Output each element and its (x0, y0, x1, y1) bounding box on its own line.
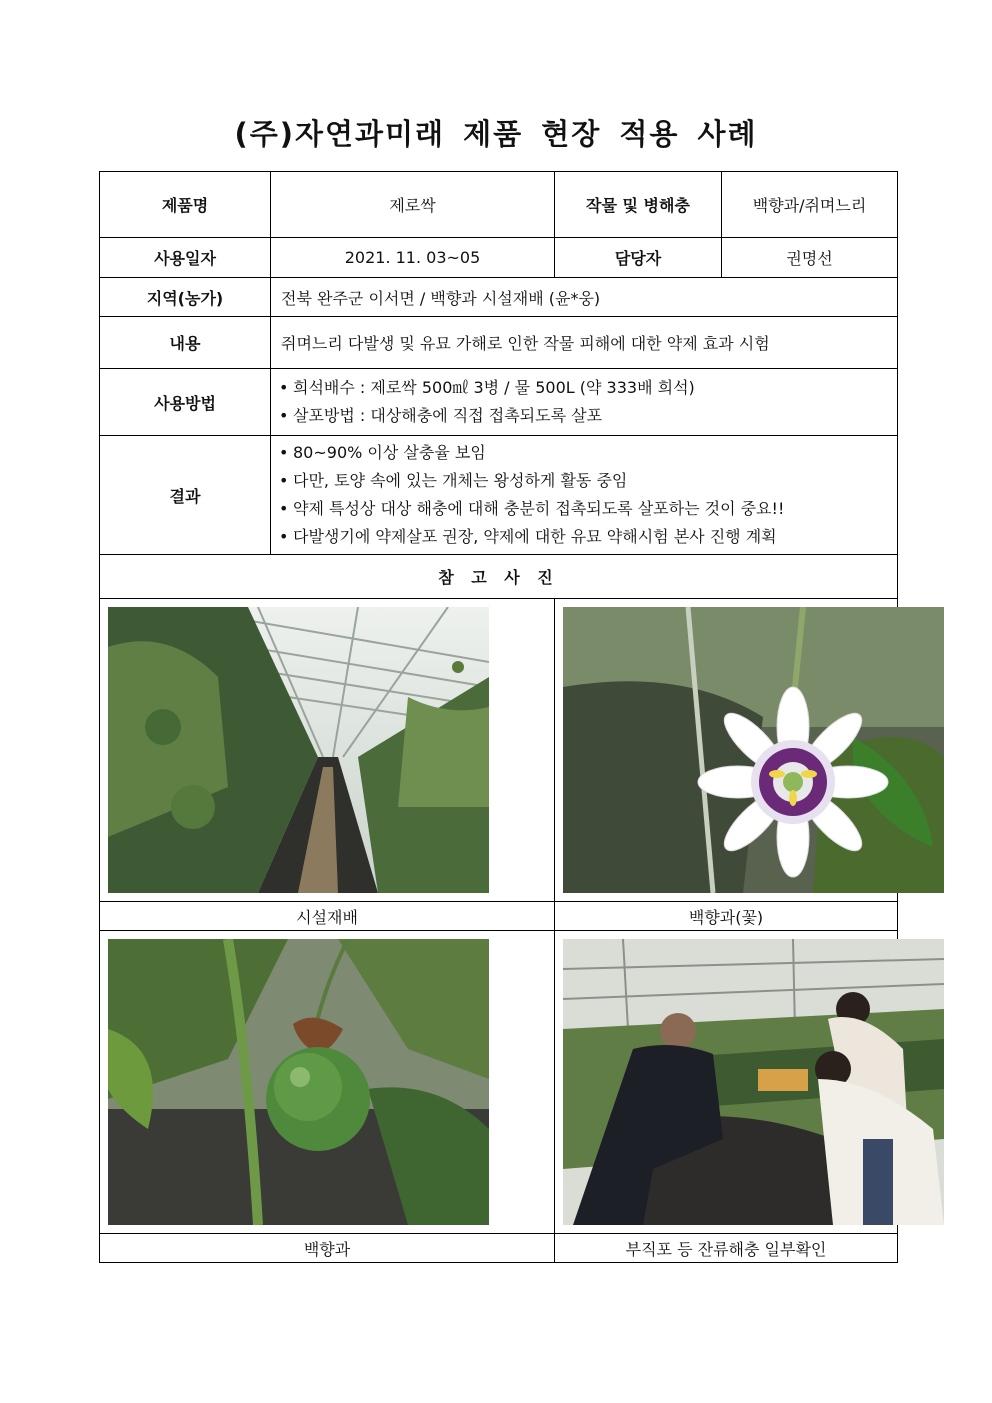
content-value: 쥐며느리 다발생 및 유묘 가해로 인한 작물 피해에 대한 약제 효과 시험 (271, 317, 898, 369)
page-title: (주)자연과미래 제품 현장 적용 사례 (234, 117, 758, 151)
fruit-photo-icon (108, 939, 489, 1225)
manager-value: 권명선 (722, 238, 898, 278)
reference-header: 참 고 사 진 (100, 555, 898, 599)
report-table (99, 171, 898, 1263)
result-item: • 다발생기에 약제살포 권장, 약제에 대한 유묘 약해시험 본사 진행 계획 (279, 523, 897, 551)
greenhouse-photo-icon (108, 607, 489, 893)
date-value: 2021. 11. 03~05 (271, 238, 555, 278)
product-label: 제품명 (100, 172, 271, 238)
photo-cell (555, 599, 898, 902)
result-item: • 다만, 토양 속에 있는 개체는 왕성하게 활동 중임 (279, 467, 897, 495)
manager-label: 담당자 (555, 238, 722, 278)
product-value: 제로싹 (271, 172, 555, 238)
method-item: • 살포방법 : 대상해충에 직접 접촉되도록 살포 (279, 402, 897, 430)
result-label: 결과 (100, 436, 271, 555)
method-label: 사용방법 (100, 369, 271, 436)
method-list (271, 369, 898, 436)
photo-caption: 백향과 (100, 1234, 555, 1263)
content-label: 내용 (100, 317, 271, 369)
method-item: • 희석배수 : 제로싹 500㎖ 3병 / 물 500L (약 333배 희석) (279, 374, 897, 402)
photo-caption: 부직포 등 잔류해충 일부확인 (555, 1234, 898, 1263)
photo-caption: 시설재배 (100, 902, 555, 931)
photo-cell (100, 599, 555, 902)
region-label: 지역(농가) (100, 278, 271, 317)
photo-cell (555, 931, 898, 1234)
crop-label: 작물 및 병해충 (555, 172, 722, 238)
inspection-photo-icon (563, 939, 944, 1225)
result-list (271, 436, 898, 555)
photo-cell (100, 931, 555, 1234)
result-item: • 80~90% 이상 살충율 보임 (279, 439, 897, 467)
flower-photo-icon (563, 607, 944, 893)
crop-value: 백향과/쥐며느리 (722, 172, 898, 238)
date-label: 사용일자 (100, 238, 271, 278)
result-item: • 약제 특성상 대상 해충에 대해 충분히 접촉되도록 살포하는 것이 중요!! (279, 495, 897, 523)
region-value: 전북 완주군 이서면 / 백향과 시설재배 (윤*웅) (271, 278, 898, 317)
photo-caption: 백향과(꽃) (555, 902, 898, 931)
